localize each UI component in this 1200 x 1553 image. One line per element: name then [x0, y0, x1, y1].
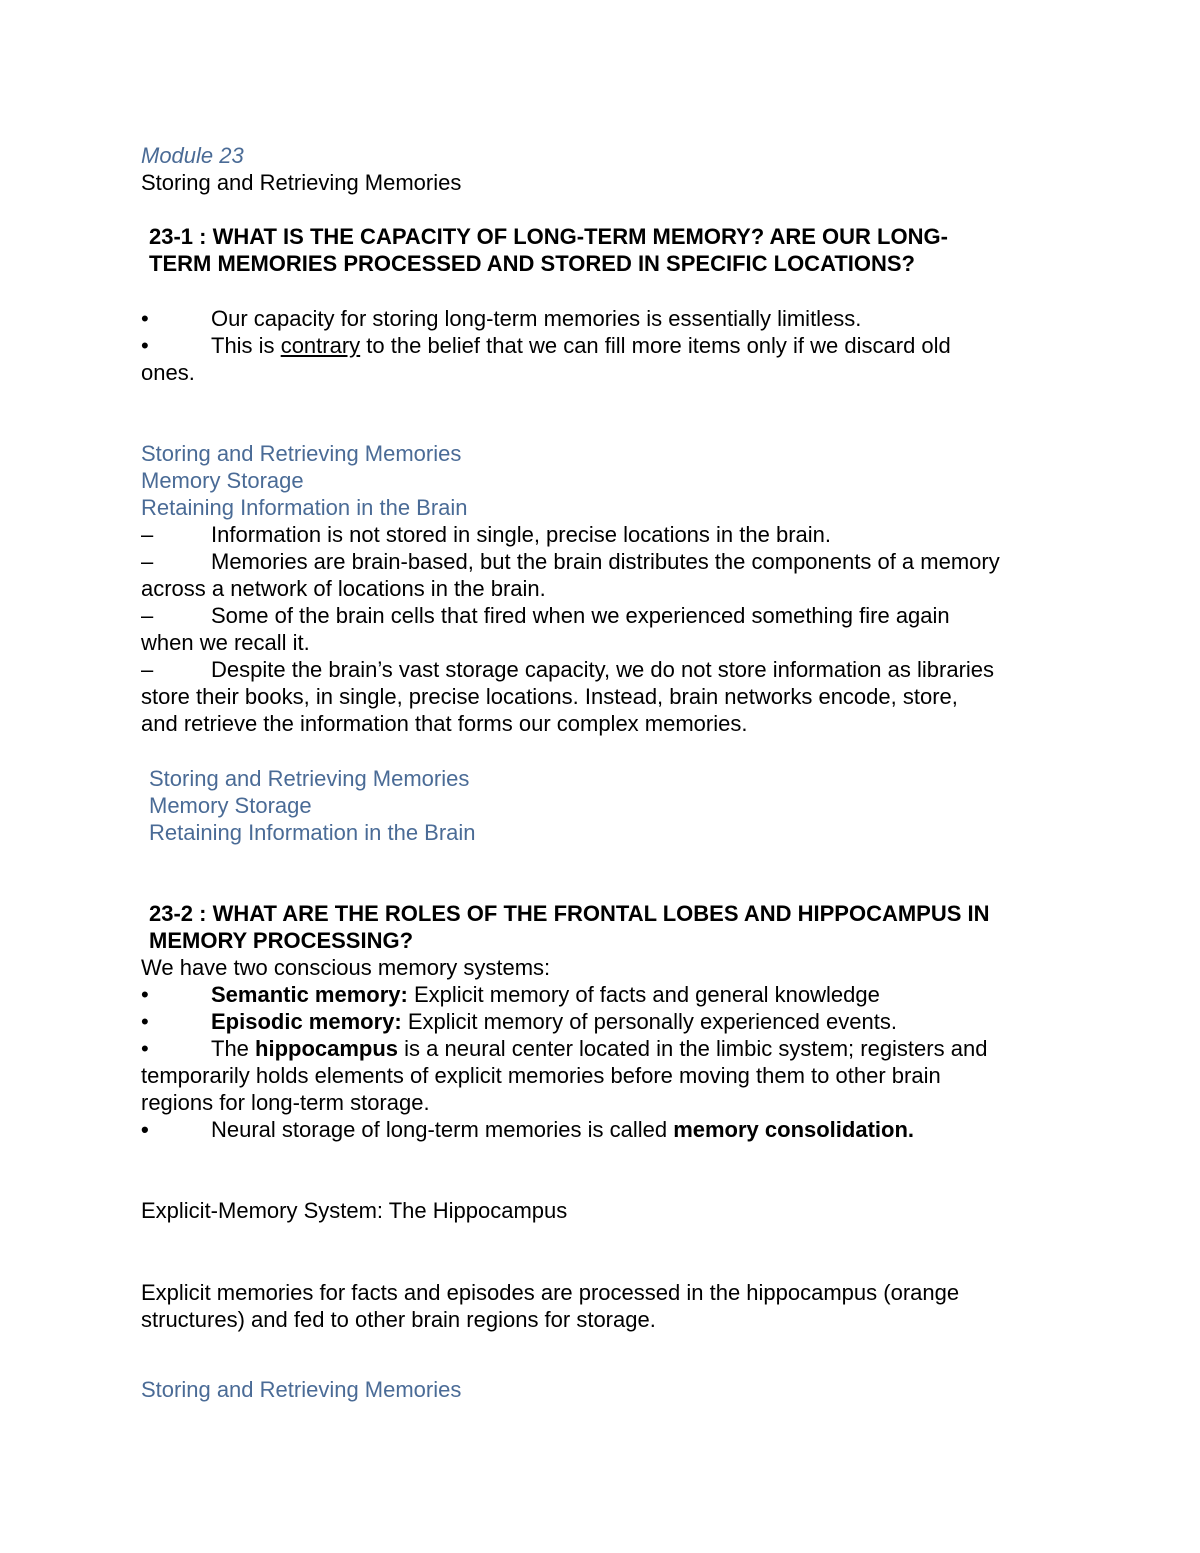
definition-hippocampus: is a neural center located in the limbic system; registers and [398, 1036, 988, 1061]
bullet-marker: • [141, 1036, 149, 1061]
explicit-memory-paragraph-line-2: structures) and fed to other brain regions for storage. [141, 1307, 656, 1332]
module-title: Storing and Retrieving Memories [141, 170, 462, 195]
term-hippocampus: hippocampus [255, 1036, 399, 1061]
module-label: Module 23 [141, 143, 244, 168]
explicit-memory-paragraph-line-1: Explicit memories for facts and episodes are processed in the hippocampus (orange [141, 1280, 960, 1305]
bullet-contrary-post: to the belief that we can fill more items only if we discard old [360, 333, 951, 358]
consolidation-text: Neural storage of long-term memories is called [211, 1117, 674, 1142]
hippocampus-pre: The [211, 1036, 256, 1061]
dash-item-libraries-continuation-2: and retrieve the information that forms our complex memories. [141, 711, 748, 736]
section-1-heading-line-1: 23-1 : WHAT IS THE CAPACITY OF LONG-TERM MEMORY? ARE OUR LONG- [149, 224, 948, 249]
bullet-semantic-memory [211, 981, 880, 1008]
dash-item-not-stored: Information is not stored in single, precise locations in the brain. [211, 522, 831, 547]
bullet-marker: • [141, 1117, 149, 1142]
term-semantic-memory: Semantic memory: [211, 982, 408, 1007]
dash-item-libraries-continuation-1: store their books, in single, precise locations. Instead, brain networks encode, store, [141, 684, 958, 709]
dash-item-cells-fire: Some of the brain cells that fired when we experienced something fire again [211, 603, 950, 628]
bullet-hippocampus-continuation-2: regions for long-term storage. [141, 1090, 430, 1115]
dash-marker: – [141, 657, 154, 682]
section-2-heading-line-1: 23-2 : WHAT ARE THE ROLES OF THE FRONTAL LOBES AND HIPPOCAMPUS IN [149, 901, 990, 926]
subhead-storing-retrieving: Storing and Retrieving Memories [141, 441, 462, 466]
bullet-marker: • [141, 333, 149, 358]
dash-item-brain-based-continuation: across a network of locations in the brain. [141, 576, 546, 601]
bullet-memory-consolidation [211, 1116, 914, 1143]
bullet-contrary-continuation: ones. [141, 360, 195, 385]
dash-item-cells-fire-continuation: when we recall it. [141, 630, 310, 655]
bullet-hippocampus [211, 1035, 987, 1062]
dash-marker: – [141, 522, 154, 547]
bullet-contrary-pre: This is [211, 333, 281, 358]
bullet-capacity: Our capacity for storing long-term memories is essentially limitless. [211, 306, 862, 331]
subhead-retaining-information-2: Retaining Information in the Brain [149, 820, 476, 845]
term-memory-consolidation: memory consolidation. [673, 1117, 915, 1142]
dash-item-brain-based: Memories are brain-based, but the brain distributes the components of a memory [211, 549, 1000, 574]
dash-marker: – [141, 549, 154, 574]
dash-marker: – [141, 603, 154, 628]
section-2-intro: We have two conscious memory systems: [141, 955, 551, 980]
bullet-marker: • [141, 1009, 149, 1034]
section-1-heading-line-2: TERM MEMORIES PROCESSED AND STORED IN SPECIFIC LOCATIONS? [149, 251, 915, 276]
footer-subhead-storing-retrieving: Storing and Retrieving Memories [141, 1377, 462, 1402]
bullet-hippocampus-continuation-1: temporarily holds elements of explicit memories before moving them to other brain [141, 1063, 941, 1088]
subhead-memory-storage: Memory Storage [141, 468, 304, 493]
term-episodic-memory: Episodic memory: [211, 1009, 402, 1034]
definition-episodic-memory: Explicit memory of personally experienced events. [401, 1009, 897, 1034]
bullet-episodic-memory [211, 1008, 897, 1035]
explicit-memory-title: Explicit-Memory System: The Hippocampus [141, 1198, 568, 1223]
bullet-marker: • [141, 306, 149, 331]
subhead-storing-retrieving-2: Storing and Retrieving Memories [149, 766, 470, 791]
bullet-contrary [211, 332, 951, 359]
definition-semantic-memory: Explicit memory of facts and general knowledge [407, 982, 880, 1007]
subhead-retaining-information: Retaining Information in the Brain [141, 495, 468, 520]
underlined-word-contrary: contrary [280, 333, 361, 358]
dash-item-libraries: Despite the brain’s vast storage capacity, we do not store information as libraries [211, 657, 995, 682]
subhead-memory-storage-2: Memory Storage [149, 793, 312, 818]
bullet-marker: • [141, 982, 149, 1007]
section-2-heading-line-2: MEMORY PROCESSING? [149, 928, 414, 953]
